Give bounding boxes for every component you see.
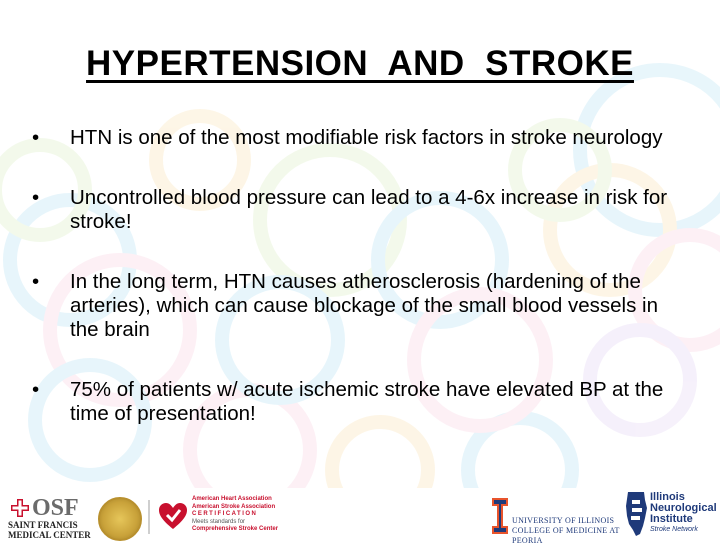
ini-line1: Illinois [650,491,685,503]
osf-sub-line1: SAINT FRANCIS [8,520,78,530]
heart-torch-icon [158,502,188,532]
ini-line2: Neurological [650,502,717,514]
osf-logo [8,496,92,540]
block-i-icon [490,494,510,538]
gold-seal-icon [98,497,142,541]
aha-line5: Comprehensive Stroke Center [192,526,279,532]
aha-line1: American Heart Association [192,496,272,502]
logo-divider [148,500,150,534]
osf-sub-line2: MEDICAL CENTER [8,530,91,540]
illinois-state-map-icon [624,490,648,538]
osf-logo-text: OSF [32,495,79,521]
slide-title [0,44,720,84]
aha-line2: American Stroke Association [192,503,276,510]
uofi-line1: UNIVERSITY OF ILLINOIS [512,516,615,525]
illinois-neurological-institute-logo [624,490,720,540]
aha-line4: Meets standards for [192,518,246,525]
osf-cross-icon [10,498,30,518]
bullet-item-4: • 75% of patients w/ acute ischemic stroke have elevated BP at the time of presentation! [28,378,688,426]
bullet-item-2: • Uncontrolled blood pressure can lead to a 4-6x increase in risk for stroke! [28,186,688,234]
aha-certification-label: CERTIFICATION [192,511,258,517]
ini-line3: Institute [650,513,693,525]
uofi-line2: COLLEGE OF MEDICINE AT PEORIA [512,526,620,545]
bullet-item-3: • In the long term, HTN causes atherosclerosis (hardening of the arteries), which can cause blockage of the small blood vessels in the brain [28,270,688,342]
bullet-item-1: • HTN is one of the most modifiable risk factors in stroke neurology [28,126,688,150]
bullet-list [28,126,688,462]
slide-title-text: HYPERTENSION AND STROKE [86,44,634,83]
ini-line4: Stroke Network [650,526,698,533]
university-of-illinois-logo [490,494,630,545]
